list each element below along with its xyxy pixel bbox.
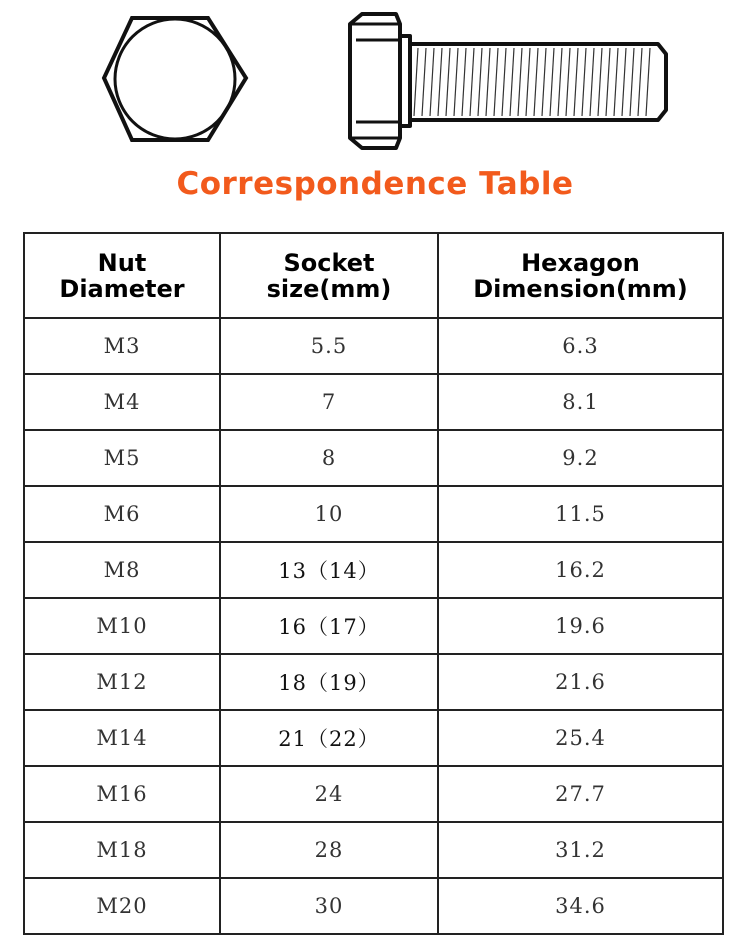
table-row: [24, 486, 723, 542]
cell-socket-size: 24: [220, 766, 438, 822]
table-row: [24, 822, 723, 878]
header-line: Dimension(mm): [473, 274, 688, 303]
table-row: [24, 710, 723, 766]
cell-nut-diameter: M18: [24, 822, 220, 878]
cell-socket-size: 5.5: [220, 318, 438, 374]
page-title: Correspondence Table: [176, 166, 574, 202]
header-line: Nut: [97, 248, 147, 277]
header-line: Diameter: [59, 274, 185, 303]
cell-socket-size: 18（19）: [220, 654, 438, 710]
cell-nut-diameter: M6: [24, 486, 220, 542]
cell-hexagon-dimension: 19.6: [438, 598, 723, 654]
cell-hexagon-dimension: 34.6: [438, 878, 723, 934]
header-line: Hexagon: [521, 248, 640, 277]
cell-nut-diameter: M14: [24, 710, 220, 766]
cell-nut-diameter: M8: [24, 542, 220, 598]
cell-nut-diameter: M5: [24, 430, 220, 486]
table-row: [24, 654, 723, 710]
cell-hexagon-dimension: 27.7: [438, 766, 723, 822]
table-header-row: [24, 233, 723, 318]
cell-hexagon-dimension: 16.2: [438, 542, 723, 598]
cell-nut-diameter: M4: [24, 374, 220, 430]
cell-hexagon-dimension: 25.4: [438, 710, 723, 766]
cell-nut-diameter: M12: [24, 654, 220, 710]
thread-lines: [414, 48, 650, 116]
hex-bolt-side-icon: [350, 14, 666, 148]
cell-hexagon-dimension: 21.6: [438, 654, 723, 710]
table-row: [24, 598, 723, 654]
cell-socket-size: 16（17）: [220, 598, 438, 654]
cell-nut-diameter: M20: [24, 878, 220, 934]
table-row: [24, 430, 723, 486]
cell-hexagon-dimension: 8.1: [438, 374, 723, 430]
cell-socket-size: 28: [220, 822, 438, 878]
cell-hexagon-dimension: 6.3: [438, 318, 723, 374]
header-line: size(mm): [266, 274, 392, 303]
cell-socket-size: 8: [220, 430, 438, 486]
cell-hexagon-dimension: 31.2: [438, 822, 723, 878]
cell-socket-size: 7: [220, 374, 438, 430]
header-line: Socket: [283, 248, 375, 277]
table-row: [24, 374, 723, 430]
table-row: [24, 878, 723, 934]
cell-socket-size: 21（22）: [220, 710, 438, 766]
cell-nut-diameter: M10: [24, 598, 220, 654]
cell-hexagon-dimension: 9.2: [438, 430, 723, 486]
hexagon-head-icon: [104, 18, 246, 140]
table-row: [24, 542, 723, 598]
header-hexagon-dimension: [438, 233, 723, 318]
cell-socket-size: 10: [220, 486, 438, 542]
table-row: [24, 318, 723, 374]
header-nut-diameter: [24, 233, 220, 318]
cell-hexagon-dimension: 11.5: [438, 486, 723, 542]
bolt-illustration: [0, 0, 750, 160]
cell-nut-diameter: M3: [24, 318, 220, 374]
cell-socket-size: 30: [220, 878, 438, 934]
header-socket-size: [220, 233, 438, 318]
cell-socket-size: 13（14）: [220, 542, 438, 598]
cell-nut-diameter: M16: [24, 766, 220, 822]
correspondence-table: [23, 232, 724, 935]
table-row: [24, 766, 723, 822]
